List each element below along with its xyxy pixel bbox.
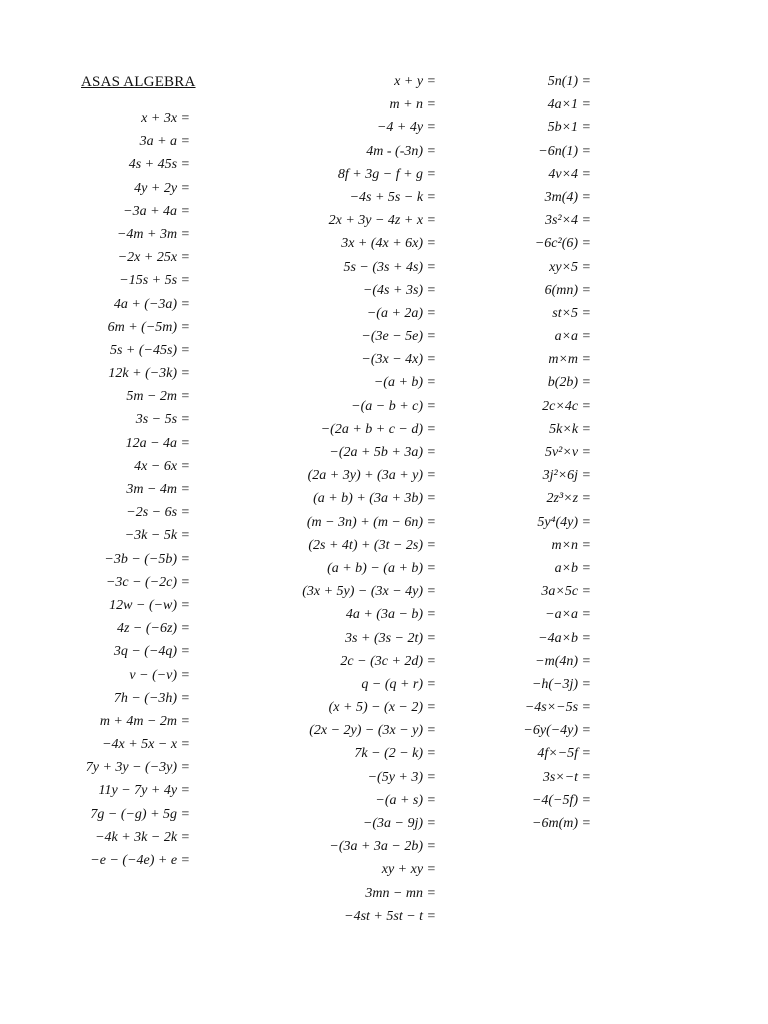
expression-item: 7h − (−3h) = [113, 690, 190, 706]
expression-item: 11y − 7y + 4y = [98, 783, 190, 799]
expression-item: −6m(m) = [532, 816, 591, 831]
expression-item: m + n = [389, 97, 436, 113]
expression-item: −(2a + 5b + 3a) = [329, 445, 436, 460]
expression-item: −m(4n) = [535, 653, 591, 669]
expression-item: 12w − (−w) = [109, 597, 190, 613]
expression-item: 8f + 3g − f + g = [337, 166, 436, 182]
expression-item: −4m + 3m = [116, 226, 190, 242]
expression-item: −3k − 5k = [124, 528, 190, 544]
expression-item: −(a + 2a) = [366, 305, 436, 321]
expression-item: 3q − (−4q) = [113, 644, 190, 660]
expression-item: −2s − 6s = [126, 505, 190, 521]
expression-item: −2x + 25x = [117, 250, 190, 266]
page-title: ASAS ALGEBRA [81, 74, 196, 90]
expression-item: 5b×1 = [547, 120, 591, 136]
expression-item: −(a + b) = [373, 375, 436, 391]
expression-item: st×5 = [552, 305, 591, 321]
expression-item: −4s×−5s = [524, 700, 591, 716]
expression-item: −h(−3j) = [531, 676, 591, 692]
expression-item: −6y(−4y) = [523, 723, 591, 739]
expression-item: 3m(4) = [544, 189, 591, 205]
expression-item: xy + xy = [381, 862, 436, 878]
expression-item: −4k + 3k − 2k = [95, 829, 190, 845]
expression-column-2 [280, 70, 436, 928]
expression-item: 4y + 2y = [134, 180, 190, 196]
expression-item: 4v×4 = [548, 166, 591, 182]
expression-item: b(2b) = [547, 375, 591, 391]
expression-item: −(a + s) = [375, 792, 436, 808]
expression-item: (3x + 5y) − (3x − 4y) = [302, 584, 436, 600]
expression-item: 7y + 3y − (−3y) = [85, 760, 190, 776]
expression-item: 6m + (−5m) = [107, 319, 190, 335]
expression-item: −3b − (−5b) = [104, 551, 190, 567]
expression-item: 5s − (3s + 4s) = [343, 259, 436, 275]
expression-item: 12k + (−3k) = [108, 366, 190, 382]
expression-item: 3mn − mn = [365, 885, 436, 901]
expression-item: (2a + 3y) + (3a + y) = [307, 468, 436, 484]
expression-item: 5s + (−45s) = [109, 342, 190, 358]
expression-item: −(3a + 3a − 2b) = [329, 839, 436, 855]
expression-item: 5k×k = [549, 421, 591, 437]
expression-item: (m − 3n) + (m − 6n) = [306, 514, 436, 530]
expression-item: −(2a + b + c − d) = [320, 421, 436, 437]
expression-item: 3m − 4m = [126, 482, 190, 497]
expression-item: −4a×b = [538, 630, 591, 646]
expression-item: −e − (−4e) + e = [90, 853, 190, 868]
expression-item: 4m - (-3n) = [366, 143, 436, 159]
expression-item: xy×5 = [549, 259, 591, 275]
expression-item: a×a = [554, 329, 591, 345]
expression-item: 5y⁴(4y) = [537, 514, 591, 530]
expression-item: −a×a = [545, 607, 591, 623]
expression-item: 5m − 2m = [126, 389, 190, 405]
expression-item: −4(−5f) = [531, 792, 591, 808]
expression-item: −6n(1) = [538, 143, 591, 159]
expression-item: −(3a − 9j) = [362, 816, 436, 831]
expression-item: −(3e − 5e) = [361, 329, 436, 345]
expression-item: 4a×1 = [547, 97, 591, 113]
expression-item: 3s×−t = [542, 769, 591, 785]
expression-item: (a + b) − (a + b) = [327, 560, 436, 576]
expression-item: 6(mn) = [544, 282, 591, 298]
expression-item: −(5y + 3) = [367, 769, 436, 785]
expression-item: −4x + 5x − x = [102, 737, 190, 753]
expression-item: m×m = [548, 352, 591, 368]
expression-item: 12a − 4a = [125, 435, 190, 451]
expression-item: (2x − 2y) − (3x − y) = [309, 723, 436, 739]
expression-item: 3s²×4 = [544, 213, 591, 229]
expression-item: 4x − 6x = [134, 458, 190, 474]
expression-column-3 [480, 70, 591, 835]
expression-item: −(a − b + c) = [351, 398, 436, 414]
expression-item: −3c − (−2c) = [105, 574, 190, 590]
expression-item: 4s + 45s = [128, 157, 190, 173]
expression-item: 3a×5c = [541, 584, 591, 600]
expression-item: v − (−v) = [129, 667, 190, 683]
expression-item: −4s + 5s − k = [349, 189, 436, 205]
expression-item: 3j²×6j = [542, 468, 591, 484]
expression-item: 3s − 5s = [135, 412, 190, 428]
expression-item: x + y = [394, 74, 436, 89]
expression-item: 2c×4c = [542, 398, 591, 414]
expression-item: 5n(1) = [547, 74, 591, 89]
expression-item: −15s + 5s = [119, 273, 190, 289]
expression-item: 7k − (2 − k) = [354, 746, 436, 762]
expression-item: 3a + a = [139, 134, 190, 150]
expression-item: −6c²(6) = [534, 236, 591, 252]
expression-item: 5v²×v = [544, 445, 591, 460]
expression-item: 2c − (3c + 2d) = [340, 653, 436, 669]
expression-item: −(4s + 3s) = [362, 282, 436, 298]
expression-column-1 [60, 107, 190, 872]
expression-item: −4 + 4y = [376, 120, 436, 136]
expression-item: 4a + (−3a) = [113, 296, 190, 312]
expression-item: 3x + (4x + 6x) = [341, 236, 436, 252]
expression-item: 4z − (−6z) = [116, 621, 190, 637]
expression-item: m + 4m − 2m = [99, 713, 190, 729]
expression-item: x + 3x = [141, 111, 190, 126]
expression-item: −3a + 4a = [123, 203, 190, 219]
expression-item: 7g − (−g) + 5g = [90, 806, 190, 822]
expression-item: −4st + 5st − t = [344, 908, 436, 924]
expression-item: (x + 5) − (x − 2) = [328, 700, 436, 716]
expression-item: 4f×−5f = [537, 746, 591, 762]
expression-item: 2x + 3y − 4z + x = [328, 213, 436, 229]
expression-item: −(3x − 4x) = [361, 352, 436, 368]
expression-item: (2s + 4t) + (3t − 2s) = [308, 537, 436, 553]
expression-item: m×n = [551, 537, 591, 553]
expression-item: 4a + (3a − b) = [345, 607, 436, 623]
expression-item: (a + b) + (3a + 3b) = [313, 491, 436, 507]
expression-item: 2z³×z = [546, 491, 591, 507]
expression-item: 3s + (3s − 2t) = [345, 630, 436, 646]
expression-item: q − (q + r) = [361, 676, 436, 692]
expression-item: a×b = [554, 560, 591, 576]
